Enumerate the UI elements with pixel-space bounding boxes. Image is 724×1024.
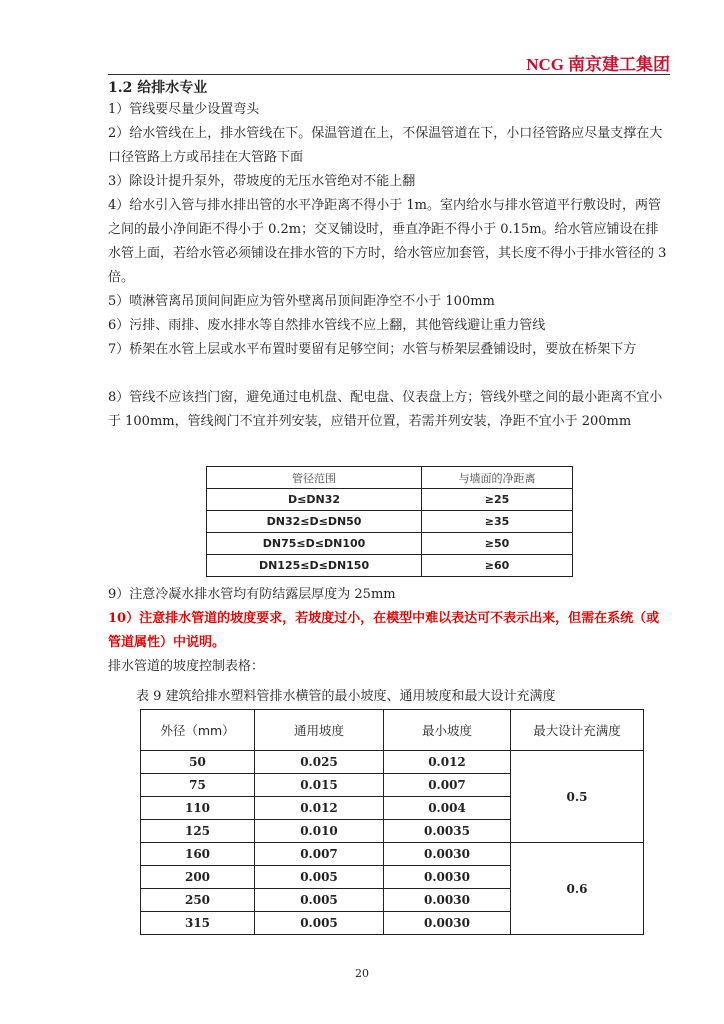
item-10-number: 10） bbox=[108, 611, 140, 626]
table2-cell: 0.007 bbox=[384, 774, 511, 797]
table2-cell: 0.010 bbox=[255, 820, 384, 843]
item-1: 1）管线要尽量少设置弯头 bbox=[108, 102, 260, 117]
table1-cell: ≥25 bbox=[422, 489, 573, 511]
section-title: 1.2 给排水专业 bbox=[108, 80, 208, 96]
item-4: 4）给水引入管与排水排出管的水平净距离不得小于 1m。室内给水与排水管道平行敷设时，两管之间的最小净间距不得小于 0.2m；交叉铺设时，垂直净距不得小于 0.15m。给水管应铺设在排水管上面，若给水管必须铺设在排水管的下方时，给水管应加套管，其长度不得小于排水管径的 3 倍。 bbox=[108, 198, 667, 285]
item-5: 5）喷淋管离吊顶间间距应为管外壁离吊顶间距净空不小于 100mm bbox=[108, 294, 495, 309]
item-2: 2）给水管线在上，排水管线在下。保温管道在上，不保温管道在下，小口径管路应尽量支撑在大口径管路上方或吊挂在大管路下面 bbox=[108, 126, 663, 165]
table2-cell: 0.012 bbox=[255, 797, 384, 820]
table2-cell: 250 bbox=[141, 889, 255, 912]
fill-ratio-cell: 0.5 bbox=[511, 751, 644, 843]
table1-header: 管径范围 bbox=[207, 467, 422, 489]
table2-cell: 75 bbox=[141, 774, 255, 797]
table2-cell: 0.004 bbox=[384, 797, 511, 820]
table2-cell: 110 bbox=[141, 797, 255, 820]
item-9: 9）注意冷凝水排水管均有防结露层厚度为 25mm bbox=[108, 587, 396, 602]
brand-ncg: NCG bbox=[526, 55, 564, 74]
table2-cell: 0.0030 bbox=[384, 843, 511, 866]
table1-cell: ≥60 bbox=[422, 555, 573, 577]
slope-table bbox=[140, 709, 644, 935]
table2-cell: 0.005 bbox=[255, 912, 384, 935]
item-3: 3）除设计提升泵外，带坡度的无压水管绝对不能上翻 bbox=[108, 174, 416, 189]
table2-cell: 200 bbox=[141, 866, 255, 889]
table2-cell: 50 bbox=[141, 751, 255, 774]
table-row bbox=[207, 511, 573, 533]
table2-cell: 0.025 bbox=[255, 751, 384, 774]
item-6: 6）污排、雨排、废水排水等自然排水管线不应上翻，其他管线避让重力管线 bbox=[108, 318, 546, 333]
brand-name: 南京建工集团 bbox=[568, 55, 670, 75]
table2-header: 最大设计充满度 bbox=[511, 710, 644, 751]
item-11: 排水管道的坡度控制表格： bbox=[108, 659, 265, 674]
table1-cell: DN125≤D≤DN150 bbox=[207, 555, 422, 577]
item-7: 7）桥架在水管上层或水平布置时要留有足够空间；水管与桥架层叠铺设时，要放在桥架下方 bbox=[108, 342, 637, 357]
table1-cell: ≥35 bbox=[422, 511, 573, 533]
table2-cell: 0.012 bbox=[384, 751, 511, 774]
clearance-table bbox=[206, 466, 573, 577]
page-number: 20 bbox=[355, 967, 369, 980]
table1-cell: D≤DN32 bbox=[207, 489, 422, 511]
table1-cell: ≥50 bbox=[422, 533, 573, 555]
table2-cell: 0.005 bbox=[255, 866, 384, 889]
table-row bbox=[207, 489, 573, 511]
table2-cell: 0.0030 bbox=[384, 912, 511, 935]
brand-logo bbox=[526, 50, 670, 75]
table1-cell: DN75≤D≤DN100 bbox=[207, 533, 422, 555]
table2-cell: 315 bbox=[141, 912, 255, 935]
table2-cell: 0.005 bbox=[255, 889, 384, 912]
table2-cell: 0.015 bbox=[255, 774, 384, 797]
table-row bbox=[207, 555, 573, 577]
item-8: 8）管线不应该挡门窗，避免通过电机盘、配电盘、仪表盘上方；管线外壁之间的最小距离不宜小于 100mm，管线阀门不宜并列安装，应错开位置，若需并列安装，净距不宜小于 200mm bbox=[108, 390, 663, 429]
item-10 bbox=[108, 607, 670, 655]
page-header bbox=[108, 46, 670, 75]
table-row bbox=[141, 843, 644, 866]
table2-cell: 0.0030 bbox=[384, 889, 511, 912]
table2-caption: 表 9 建筑给排水塑料管排水横管的最小坡度、通用坡度和最大设计充满度 bbox=[136, 689, 556, 704]
table-row bbox=[141, 751, 644, 774]
table2-header: 外径（mm） bbox=[141, 710, 255, 751]
table2-header: 最小坡度 bbox=[384, 710, 511, 751]
table2-cell: 125 bbox=[141, 820, 255, 843]
table2-cell: 0.007 bbox=[255, 843, 384, 866]
table2-header: 通用坡度 bbox=[255, 710, 384, 751]
table2-cell: 0.0035 bbox=[384, 820, 511, 843]
fill-ratio-cell: 0.6 bbox=[511, 843, 644, 935]
item-10-text: 注意排水管道的坡度要求，若坡度过小，在模型中难以表达可不表示出来，但需在系统（或管道属性）中说明。 bbox=[108, 611, 660, 650]
table1-cell: DN32≤D≤DN50 bbox=[207, 511, 422, 533]
table1-header: 与墙面的净距离 bbox=[422, 467, 573, 489]
table2-cell: 0.0030 bbox=[384, 866, 511, 889]
table2-cell: 160 bbox=[141, 843, 255, 866]
table-row bbox=[207, 533, 573, 555]
